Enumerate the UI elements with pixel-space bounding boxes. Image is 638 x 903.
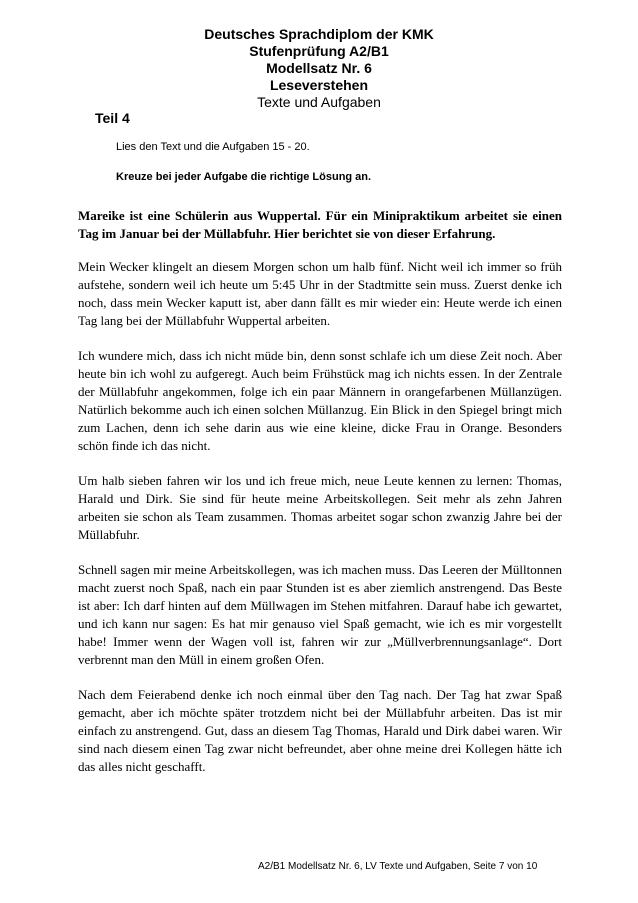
header-exam-level: Stufenprüfung A2/B1 xyxy=(249,43,389,59)
page-footer: A2/B1 Modellsatz Nr. 6, LV Texte und Aufgaben, Seite 7 von 10 xyxy=(258,861,538,872)
instruction-mark: Kreuze bei jeder Aufgabe die richtige Lösung an. xyxy=(116,171,372,183)
article-paragraph-2: Ich wundere mich, dass ich nicht müde bin, denn sonst schlafe ich um diese Zeit noch. Aber heute bin ich wohl zu aufgeregt. Auch beim Frühstück mag ich nichts essen. In der Zentrale der Müllabfuhr angekommen, folge ich ein paar Männern in orangefarbenen Müllanzügen. Natürlich bekomme auch ich einen solchen Müllanzug. Ein Blick in den Spiegel bringt mich zum Lachen, denn ich sehe darin aus wie eine kleine, dicke Frau in Orange. Besonders schön finde ich das nicht. xyxy=(78,348,562,453)
article-paragraph-1: Mein Wecker klingelt an diesem Morgen schon um halb fünf. Nicht weil ich immer so früh aufstehe, sondern weil ich heute um 5:45 Uhr in der Stadtmitte sein muss. Zuerst denke ich noch, dass mein Wecker kaputt ist, aber dann fällt es mir wieder ein: Heute werde ich einen Tag lang bei der Müllabfuhr Wuppertal arbeiten. xyxy=(78,259,562,328)
section-title: Teil 4 xyxy=(95,110,130,126)
instruction-read: Lies den Text und die Aufgaben 15 - 20. xyxy=(116,141,310,153)
header-skill: Leseverstehen xyxy=(269,77,369,93)
article-paragraph-3: Um halb sieben fahren wir los und ich freue mich, neue Leute kennen zu lernen: Thomas, Harald und Dirk. Sie sind für heute meine Arbeitskollegen. Seit mehr als zehn Jahren arbeiten sie schon als Team zusammen. Thomas arbeitet sogar schon zwanzig Jahre bei der Müllabfuhr. xyxy=(78,473,562,542)
article-paragraph-4: Schnell sagen mir meine Arbeitskollegen, was ich machen muss. Das Leeren der Mülltonnen macht zuerst noch Spaß, nach ein paar Stunden ist es aber ziemlich anstrengend. Das Beste ist aber: Ich darf hinten auf dem Müllwagen im Stehen mitfahren. Darauf habe ich gewartet, und ich kann nur sagen: Es hat mir genauso viel Spaß gemacht, wie ich es mir vorgestellt habe! Immer wenn der Wagen voll ist, fahren wir zur „Müllverbrennungsanlage“. Dort verbrennt man den Müll in einem großen Ofen. xyxy=(78,562,562,667)
document-header xyxy=(0,26,638,111)
article-paragraph-5: Nach dem Feierabend denke ich noch einmal über den Tag nach. Der Tag hat zwar Spaß gemacht, aber ich möchte später trotzdem nicht bei der Müllabfuhr arbeiten. Das ist mir einfach zu anstrengend. Gut, dass an diesem Tag Thomas, Harald und Dirk dabei waren. Wir sind nach diesem einen Tag zwar nicht befreundet, aber ohne meine drei Kollegen hätte ich das alles nicht geschafft. xyxy=(78,687,562,774)
header-subtitle: Texte und Aufgaben xyxy=(257,94,381,110)
header-model-set: Modellsatz Nr. 6 xyxy=(266,60,372,76)
article-lead: Mareike ist eine Schülerin aus Wuppertal. Für ein Minipraktikum arbeitet sie einen Tag im Januar bei der Müllabfuhr. Hier berichtet sie von dieser Erfahrung. xyxy=(78,208,562,241)
reading-text xyxy=(78,207,562,793)
header-title: Deutsches Sprachdiplom der KMK xyxy=(204,26,434,42)
